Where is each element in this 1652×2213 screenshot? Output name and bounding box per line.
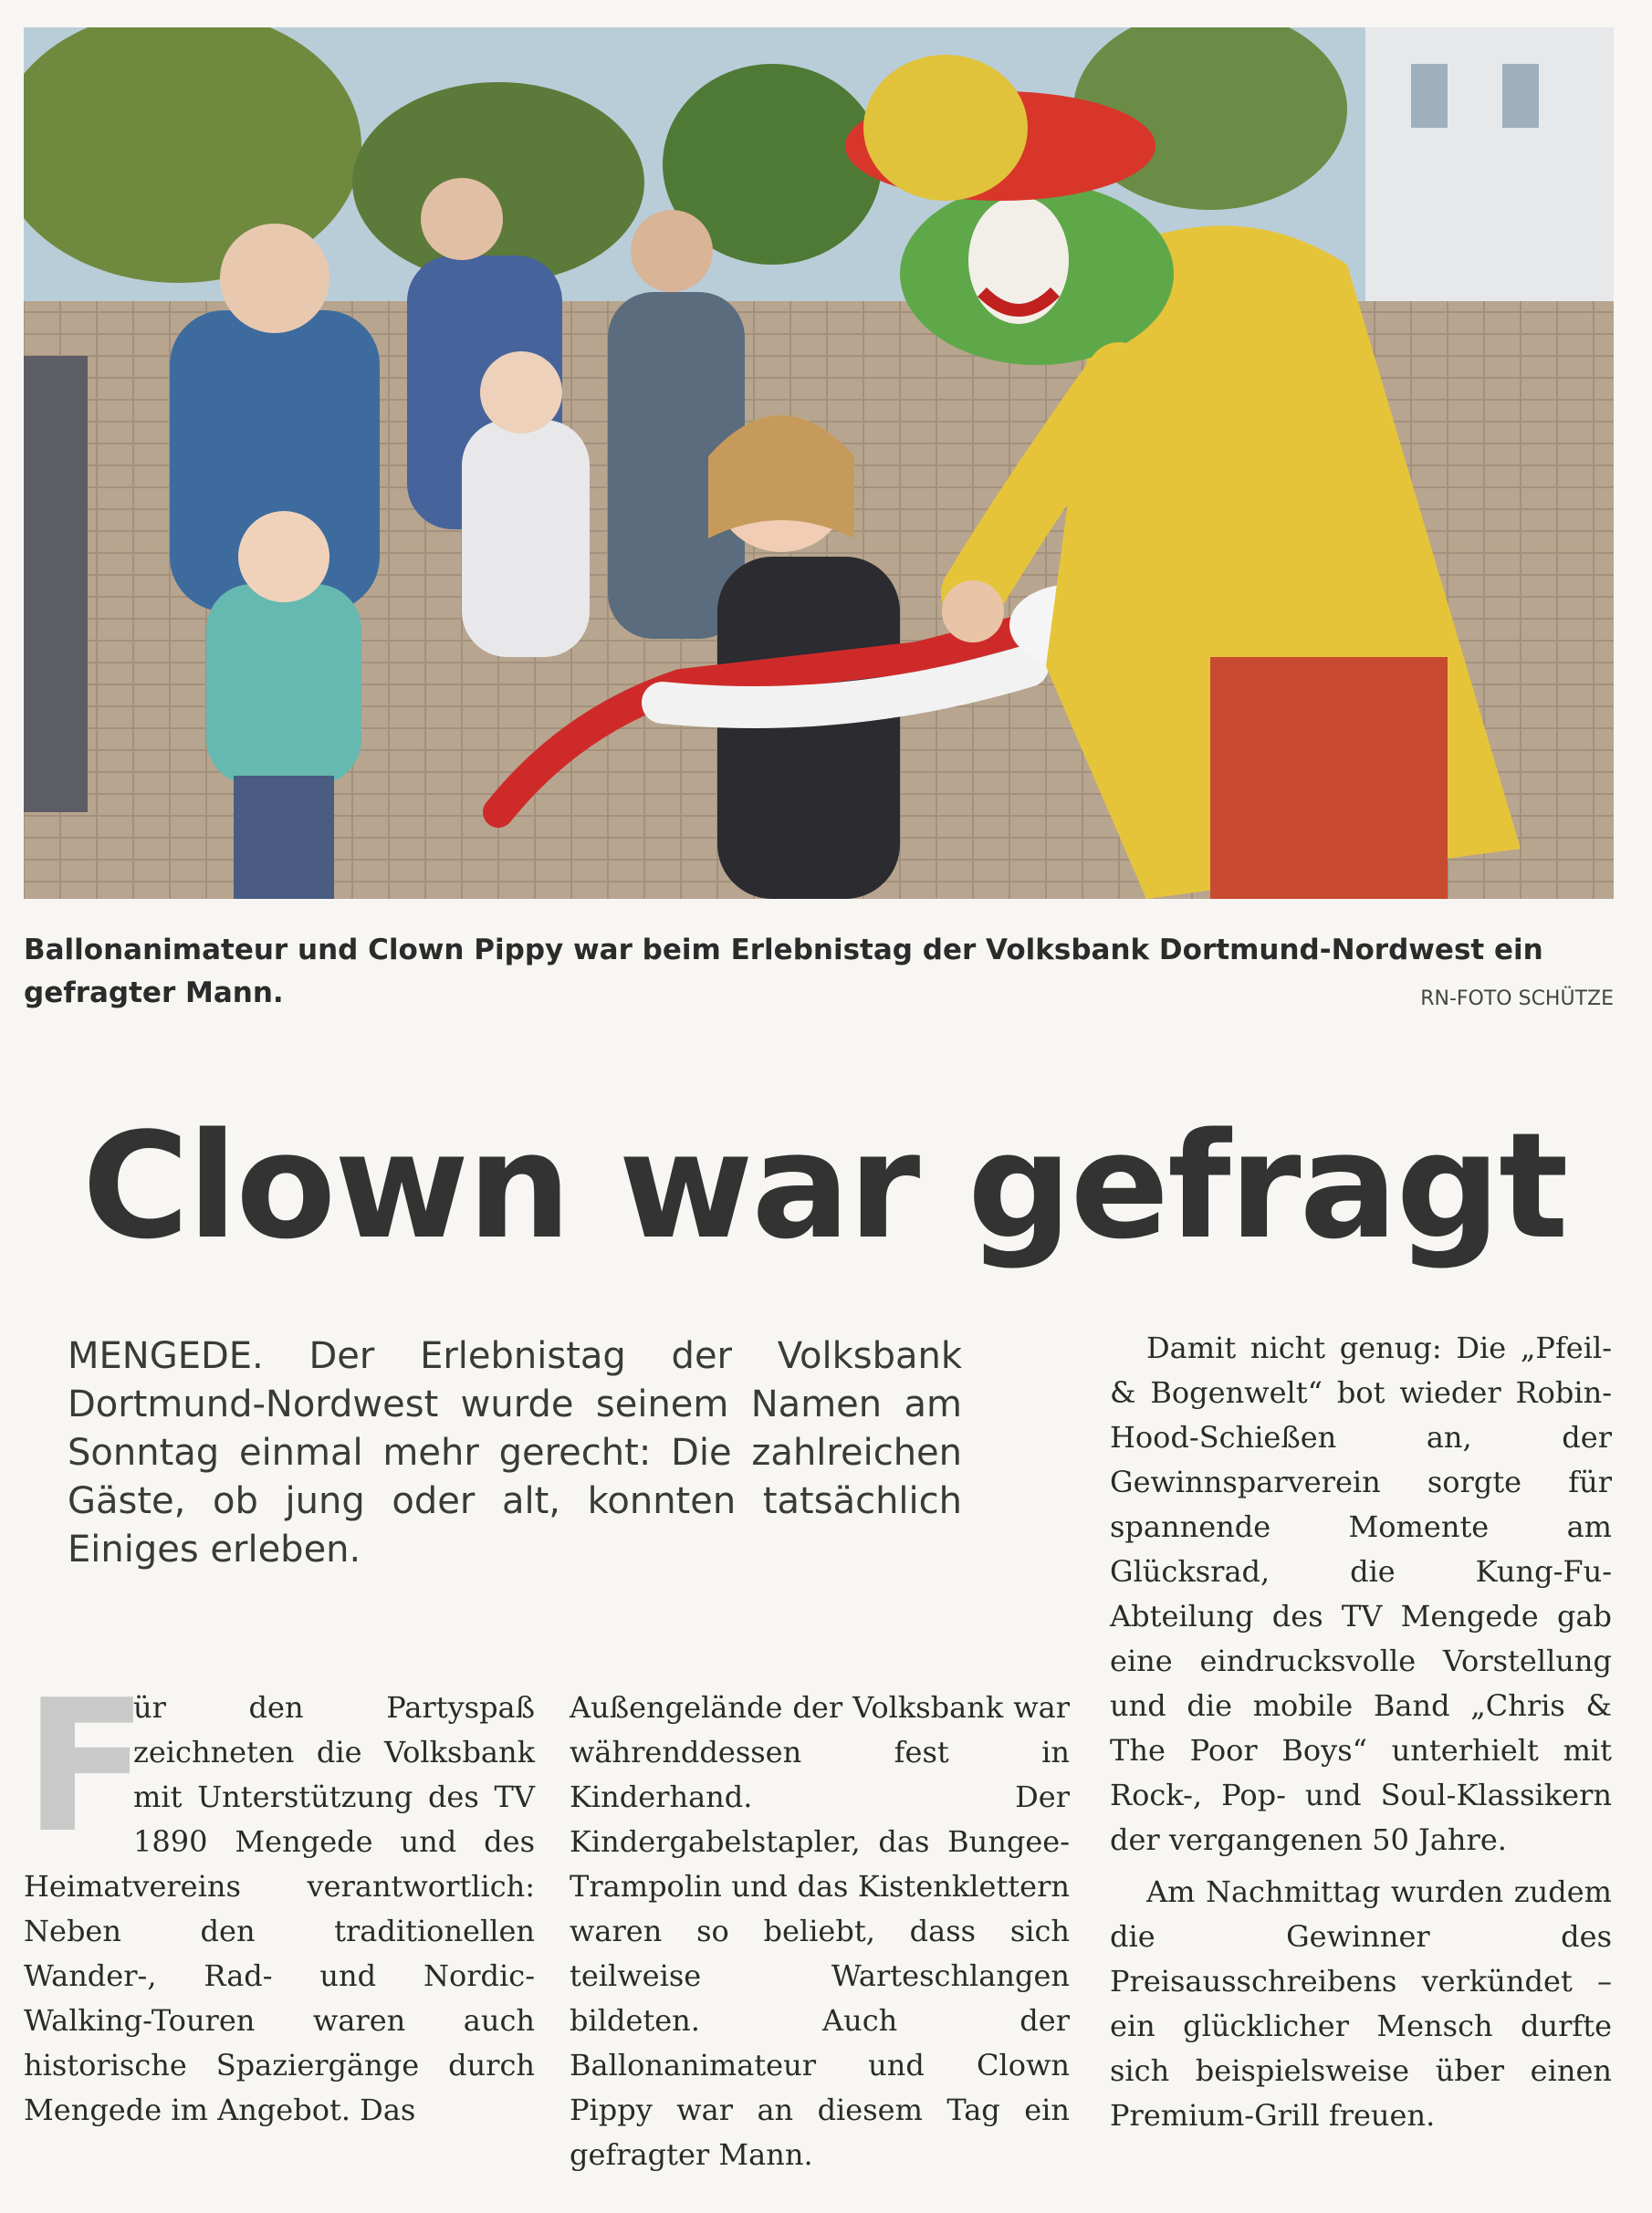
article-photo — [24, 27, 1614, 899]
headline: Clown war gefragt — [82, 1101, 1567, 1271]
lead-text: Der Erlebnistag der Volksbank Dortmund-Nordwest wurde seinem Namen am Sonntag einmal mehr gerecht: Die zahlreichen Gäste, ob jung oder alt, konnten tatsächlich Einiges erleben. — [68, 1335, 962, 1571]
body-text-col1: ür den Partyspaß zeichneten die Volksbank mit Unterstützung des TV 1890 Mengede und des Heimatvereins verantwortlich: Neben den traditionellen Wander-, Rad- und Nordic-Walking-Touren waren auch historische Spaziergänge durch Mengede im Angebot. Das — [24, 1690, 535, 2127]
body-text-col2: Außengelände der Volksbank war währenddessen fest in Kinderhand. Der Kindergabelstapler, das Bungee-Trampolin und das Kistenklettern waren so beliebt, dass sich teilweise Warteschlangen bildeten. Auch der Ballonanimateur und Clown Pippy war an diesem Tag ein gefragter Mann. — [570, 1690, 1070, 2172]
body-column-1 — [24, 1661, 535, 2133]
body-text-col3-p1: Damit nicht genug: Die „Pfeil- & Bogenwelt“ bot wieder Robin-Hood-Schießen an, der Gewinnsparverein sorgte für spannende Momente am Glücksrad, die Kung-Fu-Abteilung des TV Mengede gab eine eindrucksvolle Vorstellung und die mobile Band „Chris & The Poor Boys“ unterhielt mit Rock-, Pop- und Soul-Klassikern der vergangenen 50 Jahre. — [1110, 1331, 1612, 1857]
photo-clown-balloon-icon — [24, 27, 1614, 899]
body-column-3 — [1110, 1326, 1612, 2138]
lead-location: MENGEDE. — [68, 1335, 264, 1377]
dropcap: F — [24, 1661, 149, 1874]
photo-credit: RN-FOTO SCHÜTZE — [1420, 987, 1614, 1010]
lead-paragraph — [68, 1332, 962, 1574]
body-column-2 — [570, 1686, 1070, 2177]
photo-caption: Ballonanimateur und Clown Pippy war beim Erlebnistag der Volksbank Dortmund-Nordwest ein gefragter Mann. — [24, 934, 1543, 1009]
body-text-col3-p2: Am Nachmittag wurden zudem die Gewinner des Preisausschreibens verkündet – ein glücklicher Mensch durfte sich beispielsweise über einen Premium-Grill freuen. — [1110, 1874, 1612, 2133]
